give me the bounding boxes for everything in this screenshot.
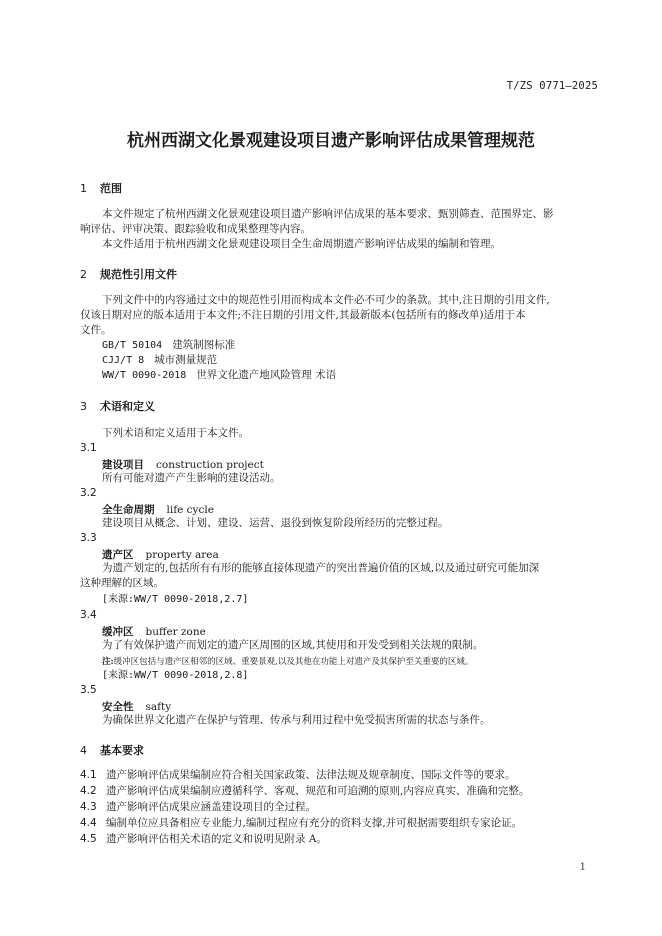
term-heading [102,502,214,517]
term-source: [来源:WW/T 0090-2018,2.8] [102,670,249,681]
term-en: safty [145,701,172,713]
section-1-heading [80,180,122,196]
section-number: 2 [80,268,87,281]
term-en: construction project [156,459,264,471]
reference-item [102,338,235,353]
section-4-heading [80,742,144,758]
term-zh: 建设项目 [102,459,144,471]
reference-name: 城市测量规范 [154,354,218,366]
requirement-text: 遗产影响评估成果应涵盖建设项目的全过程。 [106,801,316,813]
requirement-text: 遗产影响评估成果编制应遵循科学、客观、规范和可追溯的原则,内容应真实、准确和完整。 [106,785,530,797]
section-title: 范围 [100,182,122,195]
term-definition: 所有可能对遗产产生影响的建设活动。 [102,472,281,484]
requirement-number: 4.4 [80,817,97,829]
section-2-heading [80,266,177,282]
term-en: buffer zone [145,626,206,638]
paragraph-line: 文件。 [80,324,112,336]
paragraph-line: 本文件规定了杭州西湖文化景观建设项目遗产影响评估成果的基本要求、甄别筛查、范围界定、影 [102,208,554,220]
reference-code: GB/T 50104 [102,340,163,351]
term-number: 3.2 [80,487,97,499]
requirement-text: 遗产影响评估成果编制应符合相关国家政策、法律法规及规章制度、国际文件等的要求。 [106,769,516,781]
section-number: 1 [80,182,87,195]
term-zh: 缓冲区 [102,626,134,638]
term-heading [102,457,264,472]
paragraph-line: 响评估、评审决策、跟踪验收和成果整理等内容。 [80,223,311,235]
section-3-heading [80,398,155,414]
term-source: [来源:WW/T 0090-2018,2.7] [102,594,249,605]
term-definition: 为确保世界文化遗产在保护与管理、传承与利用过程中免受损害所需的状态与条件。 [102,714,491,726]
note-text: 缓冲区包括与遗产区相邻的区域、重要景观,以及其他在功能上对遗产及其保护至关重要的区域。 [113,657,474,667]
requirement-number: 4.3 [80,801,97,813]
requirement-item [80,768,516,783]
term-number: 3.5 [80,684,97,696]
reference-code: WW/T 0090-2018 [102,370,187,381]
term-zh: 全生命周期 [102,504,155,516]
term-heading [102,624,206,639]
term-definition: 这种理解的区域。 [80,577,164,589]
term-zh: 遗产区 [102,549,134,561]
term-definition: 建设项目从概念、计划、建设、运营、退役到恢复阶段所经历的完整过程。 [102,517,449,529]
requirement-text: 编制单位应具备相应专业能力,编制过程应有充分的资料支撑,并可根据需要组织专家论证。 [106,817,523,829]
term-en: life cycle [166,504,214,516]
reference-item [102,353,217,368]
document-title: 杭州西湖文化景观建设项目遗产影响评估成果管理规范 [127,131,535,151]
term-heading [102,699,171,714]
requirement-item [80,832,327,847]
requirement-item [80,816,522,831]
term-number: 3.3 [80,532,97,544]
section-title: 基本要求 [100,744,144,757]
section-number: 4 [80,744,87,757]
requirement-text: 遗产影响评估相关术语的定义和说明见附录 A。 [106,833,327,845]
note-label: 注: [102,657,114,667]
term-note [102,655,473,667]
paragraph-line: 仅该日期对应的版本适用于本文件;不注日期的引用文件,其最新版本(包括所有的修改单)适用于本 [80,309,526,321]
term-zh: 安全性 [102,701,134,713]
requirement-item [80,784,529,799]
page-number: 1 [579,862,586,873]
reference-item [102,368,336,383]
requirement-number: 4.1 [80,769,97,781]
paragraph-line: 本文件适用于杭州西湖文化景观建设项目全生命周期遗产影响评估成果的编制和管理。 [102,238,501,250]
term-definition: 为遗产划定的,包括所有有形的能够直接体现遗产的突出普遍价值的区域,以及通过研究可能加深 [102,562,540,574]
paragraph-line: 下列文件中的内容通过文中的规范性引用而构成本文件必不可少的条款。其中,注日期的引用文件, [102,294,550,306]
term-definition: 为了有效保护遗产而划定的遗产区周围的区域,其使用和开发受到相关法规的限制。 [102,639,484,651]
requirement-number: 4.5 [80,833,97,845]
requirement-number: 4.2 [80,785,97,797]
reference-name: 世界文化遗产地风险管理 术语 [196,369,337,381]
section-number: 3 [80,400,87,413]
section-title: 规范性引用文件 [100,268,177,281]
term-number: 3.1 [80,442,97,454]
term-en: property area [145,549,219,561]
requirement-item [80,800,316,815]
reference-code: CJJ/T 8 [102,355,145,366]
section-title: 术语和定义 [100,400,155,413]
paragraph-line: 下列术语和定义适用于本文件。 [102,427,249,439]
reference-name: 建筑制图标准 [172,339,236,351]
standard-number: T/ZS 0771—2025 [506,80,598,92]
term-heading [102,547,219,562]
term-number: 3.4 [80,609,97,621]
